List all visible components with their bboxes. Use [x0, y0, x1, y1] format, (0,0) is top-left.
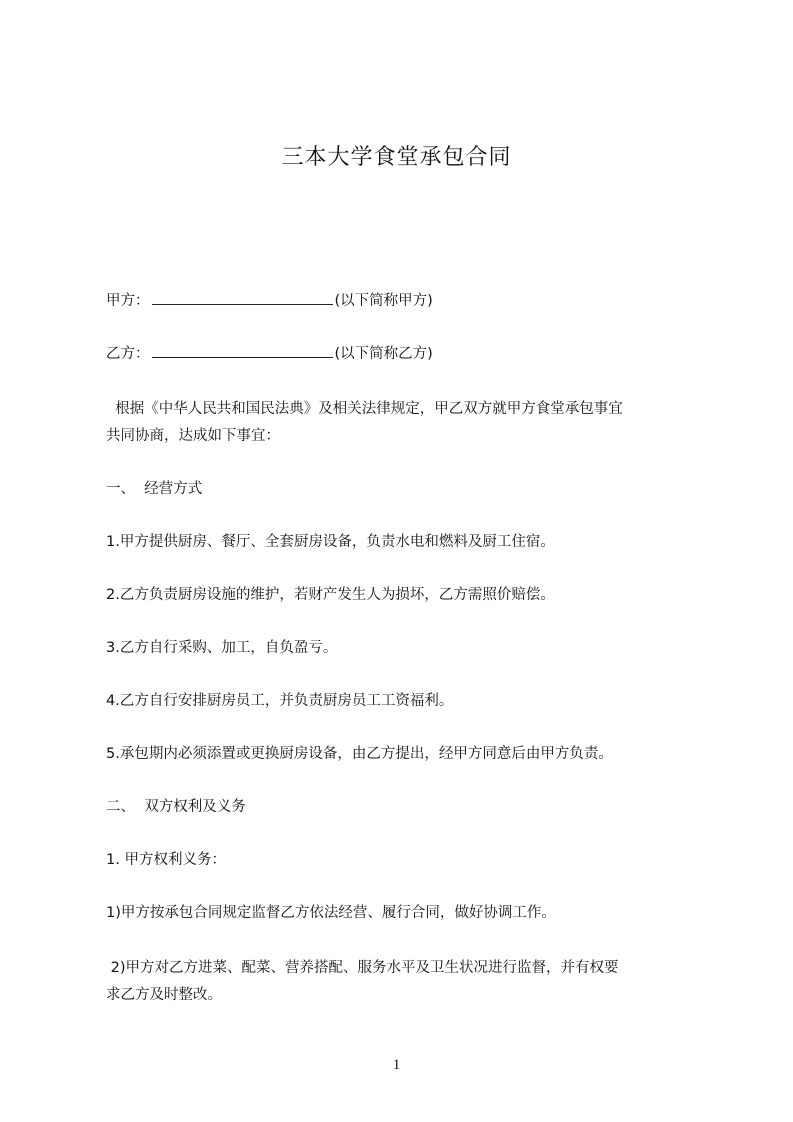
section-1-item: 4.乙方自行安排厨房员工，并负责厨房员工工资福利。: [106, 693, 454, 709]
section-2-subheading: 1. 甲方权利义务：: [106, 852, 226, 868]
party-a-suffix: (以下简称甲方): [334, 293, 433, 309]
section-1-item: 2.乙方负责厨房设施的维护，若财产发生人为损坏，乙方需照价赔偿。: [106, 587, 555, 603]
party-a-line: [106, 288, 706, 314]
section-2-item: 2)甲方对乙方进菜、配菜、营养搭配、服务水平及卫生状况进行监督，并有权要: [106, 960, 619, 976]
section-2-heading: 二、 双方权利及义务: [106, 799, 246, 815]
preamble-line-2: 共同协商，达成如下事宜：: [106, 428, 280, 444]
section-1-item: 1.甲方提供厨房、餐厅、全套厨房设备，负责水电和燃料及厨工住宿。: [106, 534, 555, 550]
party-b-line: [106, 341, 706, 367]
section-1-item: 5.承包期内必须添置或更换厨房设备，由乙方提出，经甲方同意后由甲方负责。: [106, 746, 613, 762]
section-2-item-continuation: 求乙方及时整改。: [106, 987, 222, 1003]
document-title: 三本大学食堂承包合同: [281, 145, 512, 170]
party-b-blank: [152, 343, 333, 358]
party-b-label: 乙方：: [106, 346, 150, 362]
section-1-heading: 一、 经营方式: [106, 481, 203, 497]
page-number: 1: [392, 1057, 401, 1073]
party-a-blank: [152, 290, 333, 305]
party-b-suffix: (以下简称乙方): [334, 346, 433, 362]
preamble-line-1: 根据《中华人民共和国民法典》及相关法律规定，甲乙双方就甲方食堂承包事宜: [106, 401, 623, 417]
section-1-item: 3.乙方自行采购、加工，自负盈亏。: [106, 640, 338, 656]
party-a-label: 甲方：: [106, 293, 150, 309]
section-2-item: 1)甲方按承包合同规定监督乙方依法经营、履行合同，做好协调工作。: [106, 905, 556, 921]
